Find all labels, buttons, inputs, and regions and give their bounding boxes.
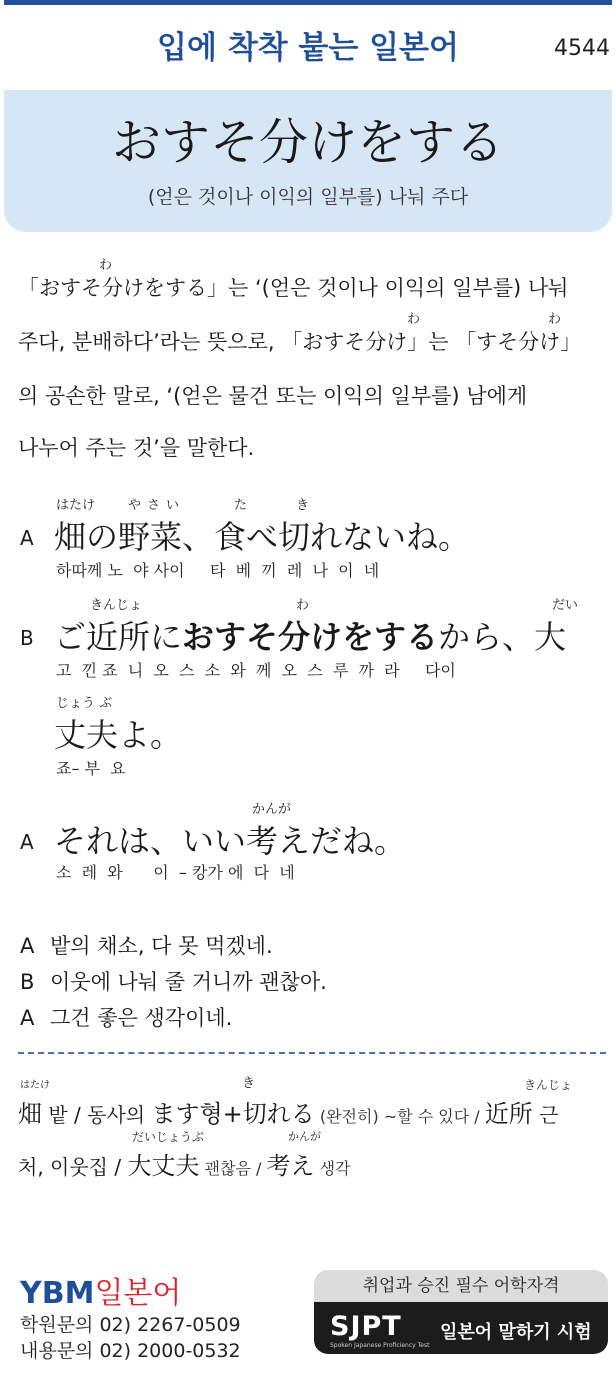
vocab-meaning: 괜찮음 / [199, 1159, 267, 1178]
ruby-hatake-vocab: はたけ [20, 1080, 50, 1091]
translation-line-1 [20, 930, 273, 960]
contact-content: 내용문의 02) 2000-0532 [20, 1340, 241, 1362]
ruby-wa-2: わ [407, 312, 421, 327]
dialogue-line-2-expression: おすそ分けをする [182, 618, 439, 656]
issue-number: 4544 [554, 36, 610, 61]
vocab-line-1 [18, 1094, 558, 1129]
ad-tagline: 취업과 승진 필수 어학자격 [314, 1270, 608, 1302]
vocab-meaning: 처, 이웃집 / [18, 1155, 128, 1179]
ruby-wa-3: わ [548, 312, 562, 327]
explanation-line-2: 주다, 분배하다’라는 뜻으로, 「おすそ分け」는 「すそ分け」 [18, 330, 582, 354]
ruby-kinjo-vocab: きんじょ [524, 1078, 573, 1092]
vocab-word: 大丈夫 [127, 1152, 200, 1180]
expression-title: おすそ分けをする [111, 114, 504, 171]
ruby-wa-4: わ [296, 598, 310, 613]
ybm-logo [20, 1268, 181, 1312]
ruby-yasai: やさい [128, 498, 186, 513]
translation-line-3 [20, 1002, 232, 1032]
vocab-word: ます형+切れる [151, 1100, 315, 1128]
speaker-label: B [20, 626, 34, 650]
speaker-label: A [20, 526, 34, 550]
vocab-word: 畑 [18, 1100, 42, 1128]
ruby-ki: き [296, 498, 310, 513]
vocab-word: 近所 [484, 1100, 533, 1128]
dialogue-reading-2: 고 낀 죠 니 오 스 소 와 께 오 스 루 까 라 다이 [56, 661, 456, 680]
dialogue-line-2b: 丈夫よ。 [54, 716, 183, 754]
logo-japanese: 일본어 [94, 1276, 182, 1311]
dialogue-reading-1: 하따께 노 야 사이 타 베 끼 레 나 이 네 [56, 561, 380, 580]
vocab-line-2 [18, 1146, 350, 1181]
speaker-label: A [20, 934, 35, 958]
dialogue-reading-3: 소 레 와 이 – 캉가 에 다 네 [56, 863, 295, 882]
expression-meaning: (얻은 것이나 이익의 일부를) 나눠 주다 [147, 186, 469, 208]
translation-text: 그건 좋은 생각이네. [50, 1006, 233, 1030]
ruby-hatake: はたけ [56, 498, 96, 513]
speaker-label: B [20, 970, 35, 994]
ruby-ta: た [234, 498, 248, 513]
ad-text: 일본어 말하기 시험 [440, 1322, 592, 1343]
dialogue-line-2 [54, 612, 566, 658]
sjpt-logo-subtitle: Spoken Japanese Proficiency Test [330, 1342, 430, 1349]
vocab-meaning: (완전히) ~할 수 있다 / [314, 1107, 485, 1126]
logo-ybm: YBM [20, 1276, 95, 1311]
vocab-word: 考え [266, 1152, 315, 1180]
ruby-dai: だい [552, 598, 579, 613]
dialogue-line-3: それは、いい考えだね。 [54, 822, 407, 860]
sjpt-logo: SJPT [330, 1311, 402, 1342]
explanation-line-4: 나누어 주는 것’을 말한다. [18, 436, 255, 460]
vocab-meaning: 근 [532, 1103, 559, 1127]
divider [18, 1052, 606, 1054]
ruby-kanga-vocab: かんが [288, 1130, 321, 1143]
dialogue-line-1: 畑の野菜、食べ切れないね。 [54, 518, 471, 556]
explanation-line-1: 「おすそ分けをする」는 ‘(얻은 것이나 이익의 일부를) 나눠 [18, 276, 569, 300]
speaker-label: A [20, 830, 34, 854]
vocab-meaning: 생각 [314, 1159, 351, 1178]
ruby-kanga: かんが [252, 802, 292, 817]
speaker-label: A [20, 1006, 35, 1030]
vocab-meaning: 밭 / 동사의 [42, 1103, 152, 1127]
ruby-daijoubu: だいじょうぶ [132, 1130, 205, 1144]
dialogue-reading-2b: 죠– 부 요 [56, 759, 126, 778]
explanation-line-3: 의 공손한 말로, ‘(얻은 물건 또는 이익의 일부를) 남에게 [18, 384, 528, 408]
translation-text: 밭의 채소, 다 못 먹겠네. [50, 934, 273, 958]
contact-academy: 학원문의 02) 2267-0509 [20, 1314, 241, 1336]
ruby-ki-vocab: き [242, 1076, 256, 1091]
translation-line-2 [20, 966, 327, 996]
ruby-joubu: じょう ぶ [56, 696, 113, 711]
dialogue-line-2-post: から、大 [438, 618, 567, 656]
translation-text: 이웃에 나눠 줄 거니까 괜찮아. [50, 970, 327, 994]
series-title: 입에 착착 붙는 일본어 [157, 30, 459, 66]
ruby-kinjo: きんじょ [90, 598, 143, 613]
dialogue-line-2-pre: ご近所に [54, 618, 183, 656]
top-rule [4, 0, 612, 5]
ruby-wa-1: わ [99, 258, 113, 273]
